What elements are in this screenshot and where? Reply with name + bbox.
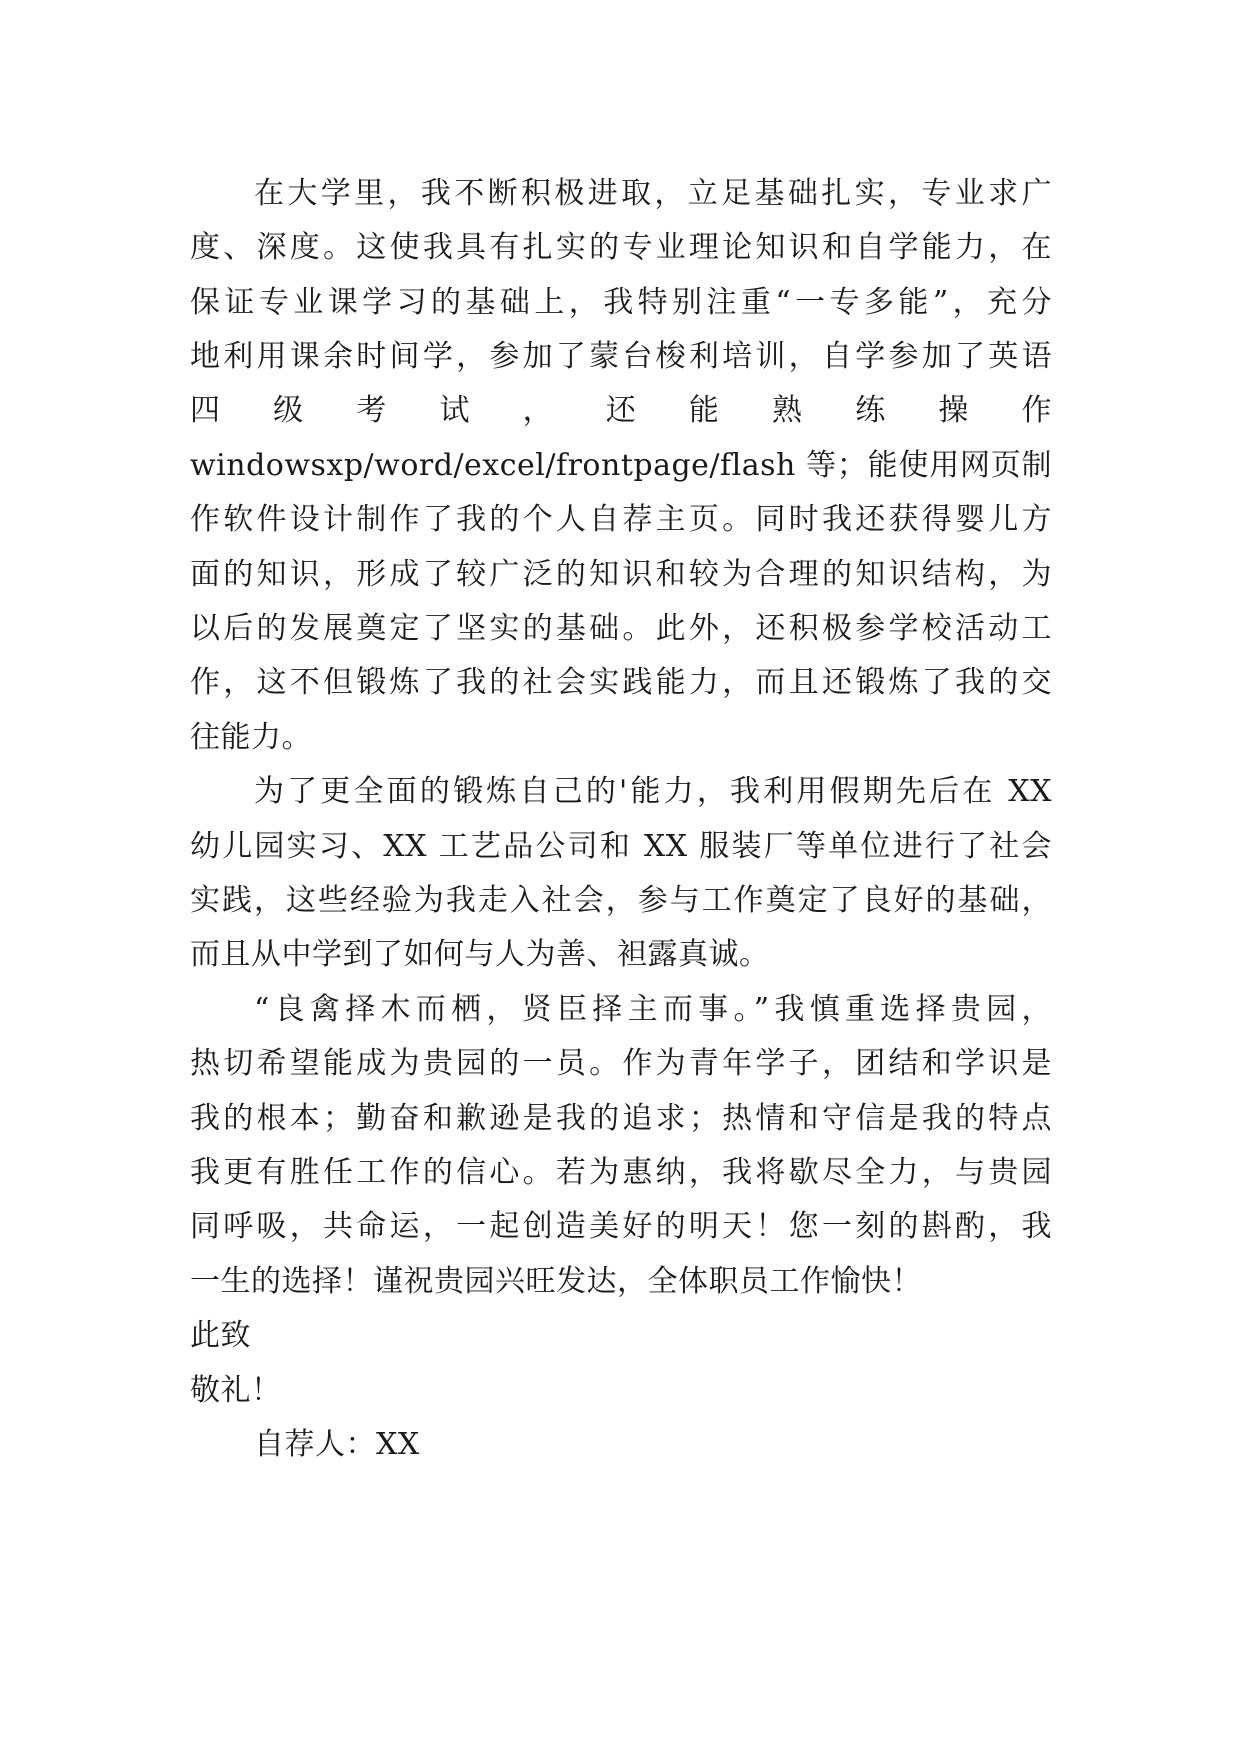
- paragraph-3-line: “良禽择木而栖，贤臣择主而事。”我慎重选择贵园，: [254, 992, 1052, 1027]
- paragraph-3-line: 热切希望能成为贵园的一员。作为青年学子，团结和学识是: [190, 1046, 1052, 1081]
- paragraph-1-line: 在大学里，我不断积极进取，立足基础扎实，专业求广: [254, 176, 1052, 211]
- closing-line: 此致: [190, 1318, 251, 1353]
- paragraph-1-line: 四 级 考 试 ， 还 能 熟 练 操 作: [190, 393, 1052, 428]
- signature: 自荐人：XX: [254, 1427, 420, 1462]
- closing-line: 敬礼！: [190, 1373, 282, 1408]
- paragraph-1-line: 面的知识，形成了较广泛的知识和较为合理的知识结构，为: [190, 557, 1052, 592]
- paragraph-1-line: 以后的发展奠定了坚实的基础。此外，还积极参学校活动工: [190, 611, 1052, 646]
- paragraph-3-line: 我的根本；勤奋和歉逊是我的追求；热情和守信是我的特点: [190, 1101, 1052, 1136]
- paragraph-1-line: 地利用课余时间学，参加了蒙台梭利培训，自学参加了英语: [190, 339, 1052, 374]
- paragraph-3-line: 我更有胜任工作的信心。若为惠纳，我将歇尽全力，与贵园: [190, 1155, 1052, 1190]
- paragraph-1-line: 作软件设计制作了我的个人自荐主页。同时我还获得婴儿方: [190, 502, 1052, 537]
- paragraph-2-line: 实践，这些经验为我走入社会，参与工作奠定了良好的基础，: [190, 883, 1052, 918]
- paragraph-1-line: 往能力。: [190, 720, 312, 755]
- paragraph-1-line: 度、深度。这使我具有扎实的专业理论知识和自学能力，在: [190, 230, 1052, 265]
- paragraph-2-line: 为了更全面的锻炼自己的'能力，我利用假期先后在 XX: [254, 774, 1052, 809]
- paragraph-3-line: 同呼吸，共命运，一起创造美好的明天！您一刻的斟酌，我: [190, 1209, 1052, 1244]
- paragraph-2-line: 而且从中学到了如何与人为善、袒露真诚。: [190, 937, 770, 972]
- paragraph-2-line: 幼儿园实习、XX 工艺品公司和 XX 服装厂等单位进行了社会: [190, 829, 1052, 864]
- paragraph-1-line: 保证专业课学习的基础上，我特别注重“一专多能”，充分: [190, 285, 1052, 320]
- paragraph-1-line: 作，这不但锻炼了我的社会实践能力，而且还锻炼了我的交: [190, 665, 1052, 700]
- paragraph-3-line: 一生的选择！谨祝贵园兴旺发达，全体职员工作愉快！: [190, 1264, 922, 1299]
- paragraph-1-line: windowsxp/word/excel/frontpage/flash 等；能使用网页制: [190, 448, 1052, 483]
